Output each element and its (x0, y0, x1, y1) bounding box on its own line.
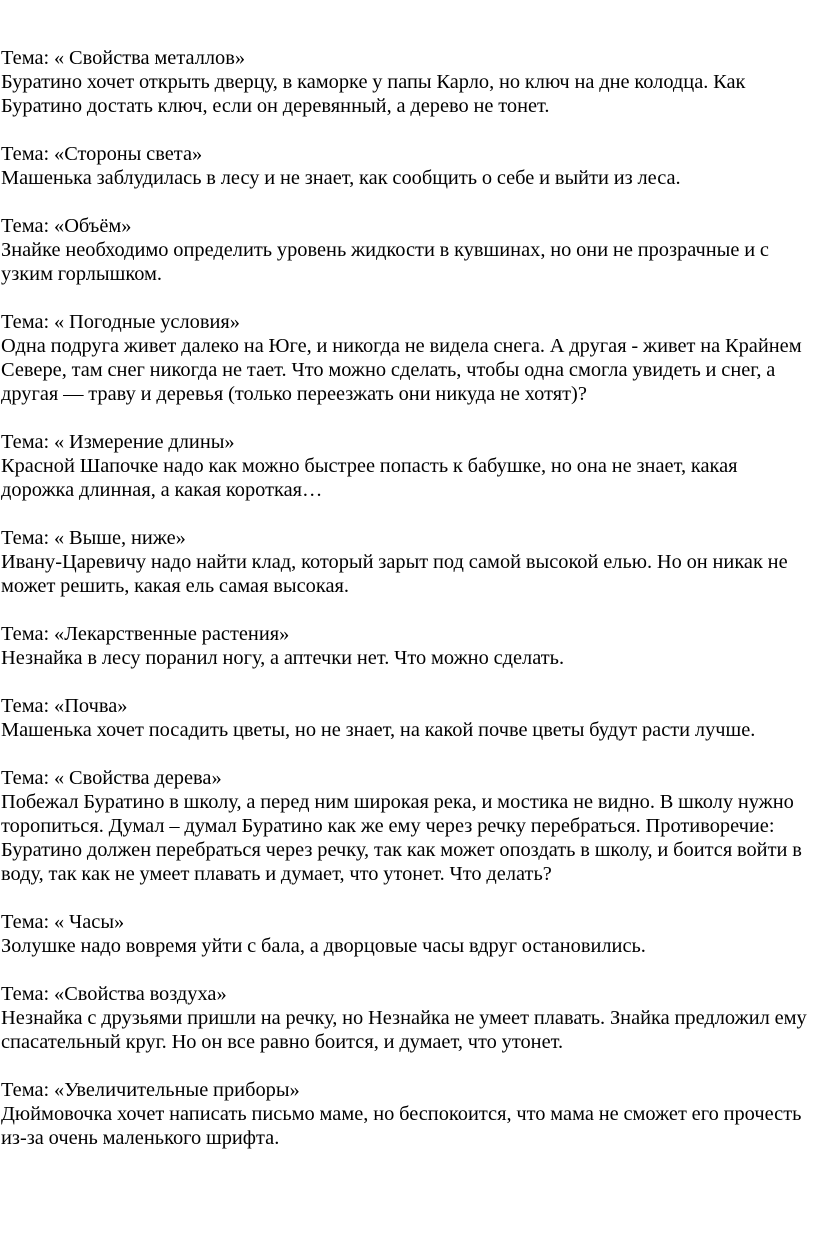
topic-heading: Тема: «Свойства воздуха» (1, 983, 227, 1005)
task-text: Знайке необходимо определить уровень жидкости в кувшинах, но они не прозрачные и с узким горлышком. (1, 239, 769, 285)
task-text: Ивану-Царевичу надо найти клад, который зарыт под самой высокой елью. Но он никак не может решить, какая ель самая высокая. (1, 551, 788, 597)
topic-block (1, 694, 813, 742)
topic-block (1, 766, 813, 886)
task-text: Побежал Буратино в школу, а перед ним широкая река, и мостика не видно. В школу нужно торопиться. Думал – думал Буратино как же ему через речку перебраться. Противоречие: Буратино должен перебраться через речку, так как может опоздать в школу, и боится войти в воду, так как не умеет плавать и думает, что утонет. Что делать? (1, 791, 802, 885)
topic-heading: Тема: « Свойства металлов» (1, 47, 246, 69)
topic-block (1, 982, 813, 1054)
topic-heading: Тема: «Лекарственные растения» (1, 623, 290, 645)
topic-block (1, 526, 813, 598)
topic-heading: Тема: « Погодные условия» (1, 311, 240, 333)
topic-block (1, 910, 813, 958)
document-body (1, 46, 813, 1174)
topic-heading: Тема: «Увеличительные приборы» (1, 1079, 300, 1101)
topic-block (1, 622, 813, 670)
topic-heading: Тема: « Измерение длины» (1, 431, 235, 453)
task-text: Машенька заблудилась в лесу и не знает, как сообщить о себе и выйти из леса. (1, 167, 681, 189)
task-text: Одна подруга живет далеко на Юге, и никогда не видела снега. А другая - живет на Крайнем Севере, там снег никогда не тает. Что можно сделать, чтобы одна смогла увидеть и снег, а другая — траву и деревья (только переезжать они никуда не хотят)? (1, 335, 802, 405)
topic-heading: Тема: «Почва» (1, 695, 128, 717)
topic-block (1, 430, 813, 502)
task-text: Буратино хочет открыть дверцу, в каморке у папы Карло, но ключ на дне колодца. Как Буратино достать ключ, если он деревянный, а дерево не тонет. (1, 71, 746, 117)
topic-heading: Тема: «Объём» (1, 215, 132, 237)
topic-heading: Тема: « Свойства дерева» (1, 767, 222, 789)
topic-heading: Тема: « Часы» (1, 911, 125, 933)
topic-heading: Тема: « Выше, ниже» (1, 527, 186, 549)
topic-block (1, 46, 813, 118)
topic-block (1, 310, 813, 406)
topic-block (1, 142, 813, 190)
task-text: Машенька хочет посадить цветы, но не знает, на какой почве цветы будут расти лучше. (1, 719, 756, 741)
topic-block (1, 214, 813, 286)
task-text: Золушке надо вовремя уйти с бала, а дворцовые часы вдруг остановились. (1, 935, 646, 957)
topic-heading: Тема: «Стороны света» (1, 143, 203, 165)
task-text: Незнайка с друзьями пришли на речку, но Незнайка не умеет плавать. Знайка предложил ему спасательный круг. Но он все равно боится, и думает, что утонет. (1, 1007, 807, 1053)
task-text: Незнайка в лесу поранил ногу, а аптечки нет. Что можно сделать. (1, 647, 565, 669)
task-text: Дюймовочка хочет написать письмо маме, но беспокоится, что мама не сможет его прочесть из-за очень маленького шрифта. (1, 1103, 802, 1149)
topic-block (1, 1078, 813, 1150)
task-text: Красной Шапочке надо как можно быстрее попасть к бабушке, но она не знает, какая дорожка длинная, а какая короткая… (1, 455, 738, 501)
